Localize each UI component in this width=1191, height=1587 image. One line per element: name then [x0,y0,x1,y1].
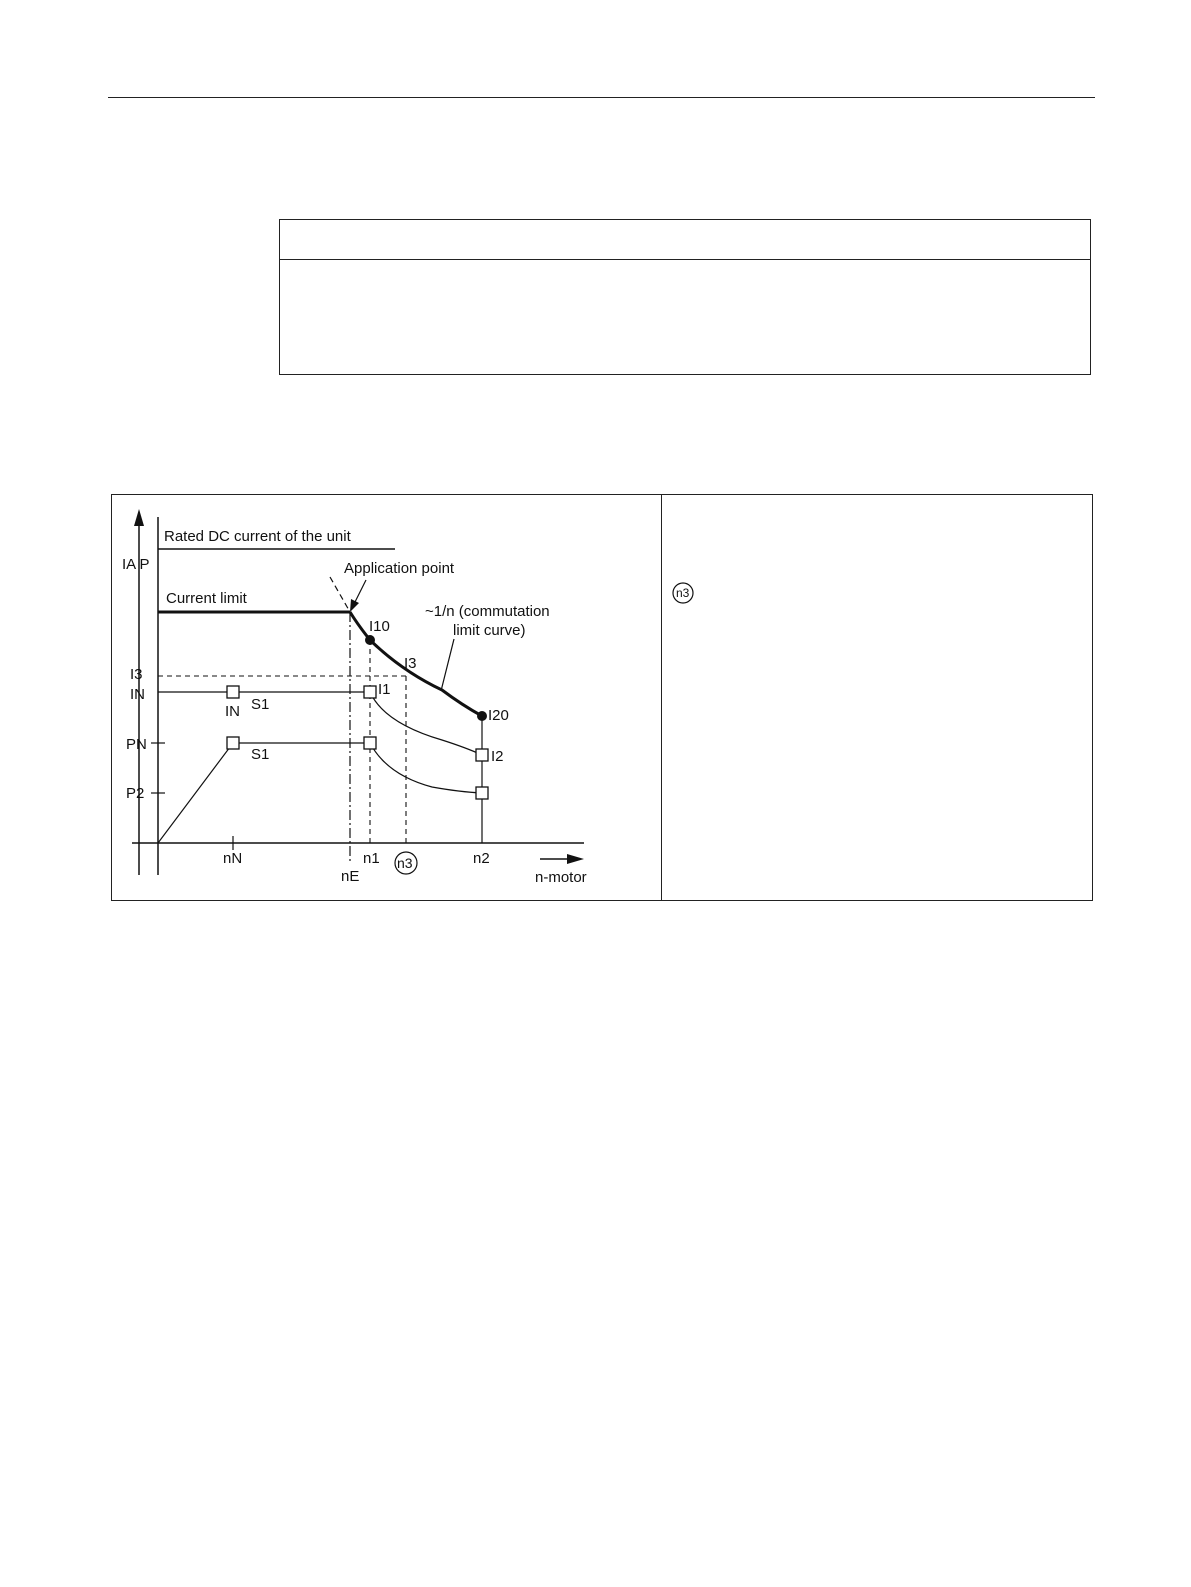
commutation-label-pointer [441,639,454,691]
i3-curve-label: I3 [404,655,417,672]
i20-label: I20 [488,707,509,724]
p2-marker [476,787,488,799]
n3-axis-label: n3 [397,855,413,871]
commutation-limit-diagram [112,495,661,900]
application-point-pointer [354,580,366,604]
figure-table [111,494,1093,901]
i3-axis-label: I3 [130,666,143,683]
current-limit-label: Current limit [166,590,247,607]
i1-label: I1 [378,681,391,698]
p2-axis-label: P2 [126,785,145,802]
in-s1-marker [227,686,239,698]
s1-power-label: S1 [251,746,270,763]
n2-label: n2 [473,850,490,867]
legend-column [663,495,1093,900]
pn-s1-marker [227,737,239,749]
p-curve [370,743,482,793]
legend-n3-symbol [672,582,694,604]
pn-n1-marker [364,737,376,749]
note-header [280,220,1090,260]
in-marker-label: IN [225,703,240,720]
commutation-label-line2: limit curve) [453,622,526,639]
s1-current-label: S1 [251,696,270,713]
power-ramp-line [158,743,233,843]
in-axis-label: IN [130,686,145,703]
application-point-arrowhead [350,599,359,612]
commutation-label-line1: ~1/n (commutation [425,603,550,620]
x-axis-label: n-motor [535,869,587,886]
i1-marker [364,686,376,698]
commutation-extension [330,577,350,612]
nn-label: nN [223,850,243,867]
i10-label: I10 [369,618,390,635]
y-axis-arrow [134,509,144,526]
y-axis-label: IA P [122,556,150,573]
i2-label: I2 [491,748,504,765]
header-rule [108,97,1095,98]
legend-n3-text: n3 [676,586,690,600]
n1-label: n1 [363,850,380,867]
pn-axis-label: PN [126,736,147,753]
x-axis-arrow [567,854,584,864]
i2-marker [476,749,488,761]
note-box [279,219,1091,375]
figure-divider [661,495,662,900]
ne-label: nE [341,868,360,885]
rated-current-label: Rated DC current of the unit [164,528,351,545]
i1-i2-curve [370,692,482,755]
application-point-label: Application point [344,560,455,577]
